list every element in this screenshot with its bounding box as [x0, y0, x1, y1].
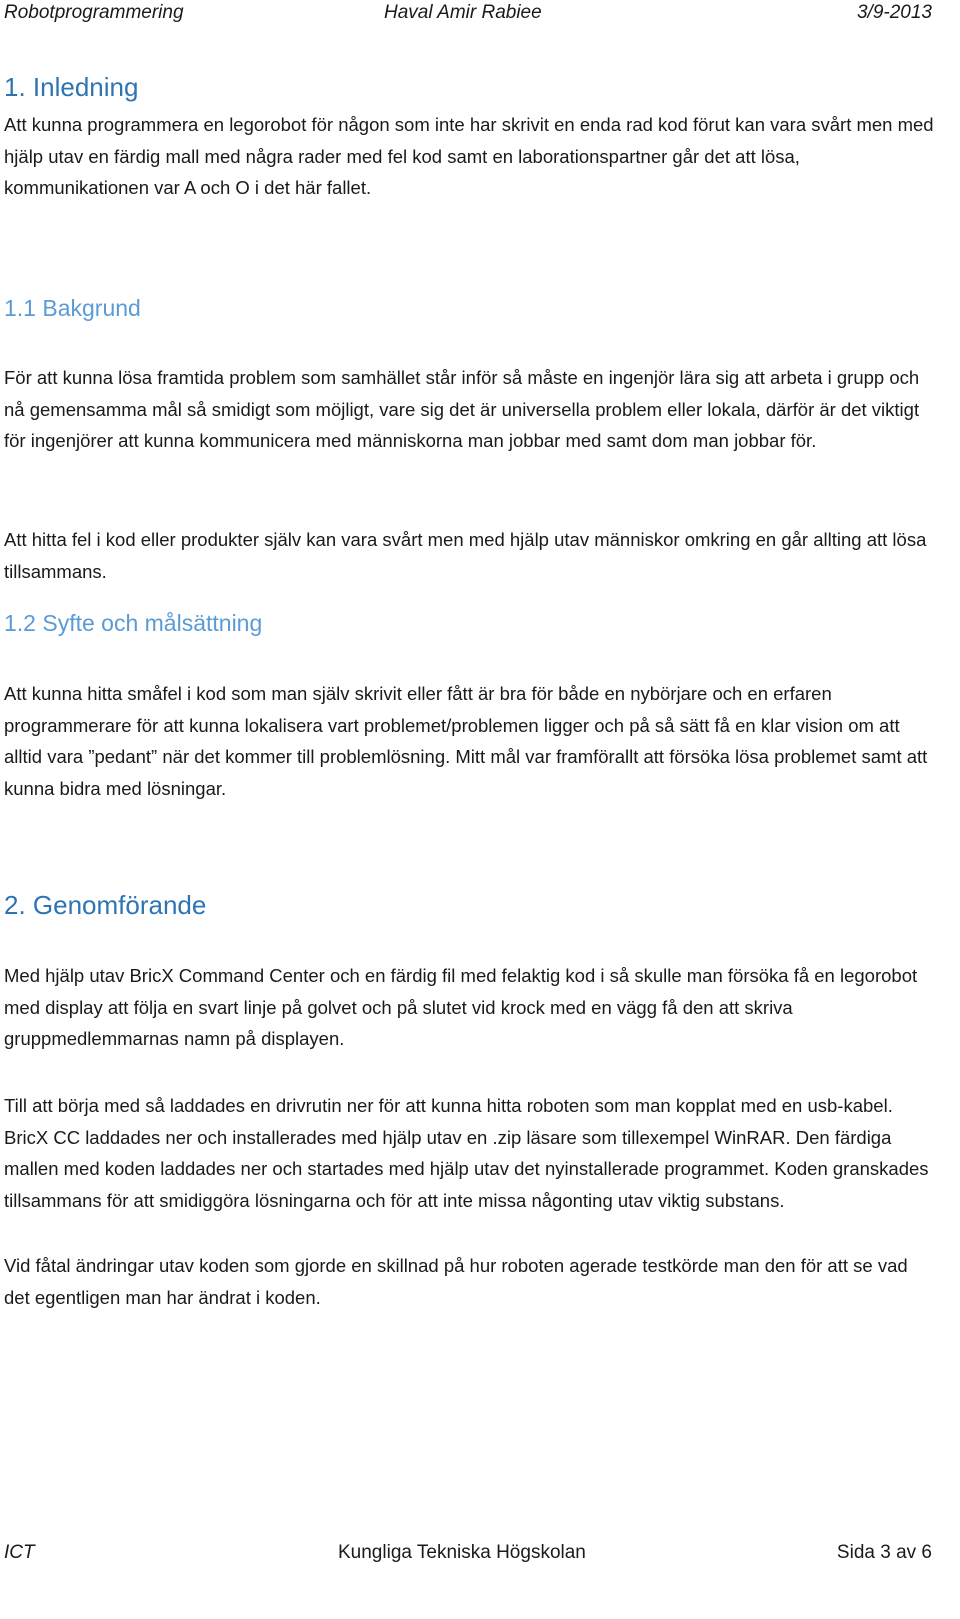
footer-department: ICT [4, 1542, 35, 1563]
paragraph-genomforande-2: Till att börja med så laddades en drivrutin ner för att kunna hitta roboten som man kopplat med en usb-kabel. BricX CC laddades ner och installerades med hjälp utav en .zip läsare som tillexempel WinRAR. Den färdiga mallen med koden laddades ner och startades med hjälp utav det nyinstallerade programmet. Koden granskades tillsammans för att smidiggöra lösningarna och för att inte missa någonting utav viktig substans. [4, 1095, 929, 1211]
paragraph-genomforande-3: Vid fåtal ändringar utav koden som gjorde en skillnad på hur roboten agerade testkörde man den för att se vad det egentligen man har ändrat i koden. [4, 1255, 908, 1308]
paragraph-syfte: Att kunna hitta småfel i kod som man själv skrivit eller fått är bra för både en nybörjare och en erfaren programmerare för att kunna lokalisera vart problemet/problemen ligger och på så sätt få en klar vision om att alltid vara ”pedant” när det kommer till problemlösning. Mitt mål var framförallt att försöka lösa problemet samt att kunna bidra med lösningar. [4, 683, 928, 799]
paragraph-genomforande-1: Med hjälp utav BricX Command Center och en färdig fil med felaktig kod i så skulle man försöka få en legorobot med display att följa en svart linje på golvet och på slutet vid krock med en vägg få den att skriva gruppmedlemmarnas namn på displayen. [4, 965, 918, 1049]
heading-syfte: 1.2 Syfte och målsättning [4, 610, 263, 636]
paragraph-bakgrund-1: För att kunna lösa framtida problem som samhället står inför så måste en ingenjör lära sig att arbeta i grupp och nå gemensamma mål så smidigt som möjligt, vare sig det är universella problem eller lokala, därför är det viktigt för ingenjörer att kunna kommunicera med människorna man jobbar med samt dom man jobbar för. [4, 367, 920, 451]
header-author: Haval Amir Rabiee [384, 2, 542, 23]
paragraph-bakgrund-2: Att hitta fel i kod eller produkter själv kan vara svårt men med hjälp utav människor omkring en går allting att lösa tillsammans. [4, 529, 927, 582]
footer-institution: Kungliga Tekniska Högskolan [338, 1542, 586, 1563]
paragraph-inledning: Att kunna programmera en legorobot för någon som inte har skrivit en enda rad kod förut kan vara svårt men med hjälp utav en färdig mall med några rader med fel kod samt en laborationspartner går det att lösa, kommunikationen var A och O i det här fallet. [4, 114, 934, 198]
footer-page-number: Sida 3 av 6 [836, 1542, 932, 1563]
heading-genomforande: 2. Genomförande [4, 890, 207, 920]
page-header [0, 0, 960, 28]
page-footer [0, 1540, 960, 1568]
heading-bakgrund: 1.1 Bakgrund [4, 295, 141, 321]
header-date: 3/9-2013 [856, 2, 932, 23]
header-course-title: Robotprogrammering [4, 2, 184, 23]
heading-inledning: 1. Inledning [4, 72, 139, 102]
